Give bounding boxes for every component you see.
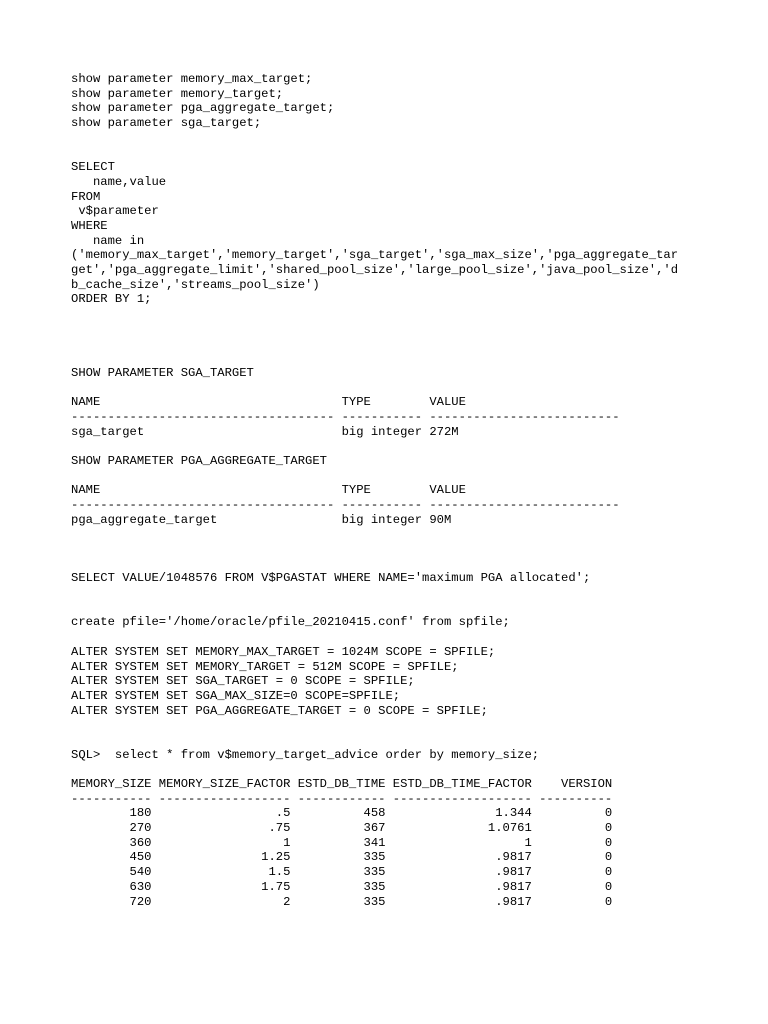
document-line: 450 1.25 335 .9817 0 xyxy=(71,850,613,865)
document-line: SQL> select * from v$memory_target_advice order by memory_size; xyxy=(71,747,540,762)
document-line: SHOW PARAMETER PGA_AGGREGATE_TARGET xyxy=(71,453,327,468)
document-line: b_cache_size','streams_pool_size') xyxy=(71,277,320,292)
document-line xyxy=(71,336,761,351)
document-line: ALTER SYSTEM SET SGA_MAX_SIZE=0 SCOPE=SPFILE; xyxy=(71,688,401,703)
document-line xyxy=(71,527,761,542)
document-line: SHOW PARAMETER SGA_TARGET xyxy=(71,365,254,380)
document-line: 360 1 341 1 0 xyxy=(71,835,613,850)
document-line: v$parameter xyxy=(71,204,159,219)
document-line: show parameter pga_aggregate_target; xyxy=(71,101,335,116)
document-line: 720 2 335 .9817 0 xyxy=(71,894,613,909)
document-line xyxy=(71,586,761,601)
document-line: 270 .75 367 1.0761 0 xyxy=(71,821,613,836)
document-line xyxy=(71,145,761,160)
document-line: ALTER SYSTEM SET MEMORY_TARGET = 512M SCOPE = SPFILE; xyxy=(71,659,459,674)
document-line xyxy=(71,557,761,572)
document-line: ALTER SYSTEM SET MEMORY_MAX_TARGET = 1024M SCOPE = SPFILE; xyxy=(71,644,496,659)
document-line xyxy=(71,630,761,645)
document-line: ----------- ------------------ ------------ ------------------- ---------- xyxy=(71,791,613,806)
document-line xyxy=(71,322,761,337)
document-line xyxy=(71,601,761,616)
document-line: 630 1.75 335 .9817 0 xyxy=(71,879,613,894)
document-line: ALTER SYSTEM SET SGA_TARGET = 0 SCOPE = SPFILE; xyxy=(71,674,415,689)
document-line: show parameter memory_target; xyxy=(71,86,284,101)
document-line: name in xyxy=(71,233,145,248)
document-line: ------------------------------------ ----------- -------------------------- xyxy=(71,409,620,424)
document-line: NAME TYPE VALUE xyxy=(71,395,466,410)
document-line: show parameter memory_max_target; xyxy=(71,72,313,86)
document-line: NAME TYPE VALUE xyxy=(71,483,466,498)
document-line xyxy=(71,718,761,733)
document-line: ------------------------------------ ----------- -------------------------- xyxy=(71,497,620,512)
document-line: SELECT xyxy=(71,160,115,175)
document-line: ORDER BY 1; xyxy=(71,292,152,307)
document-line: sga_target big integer 272M xyxy=(71,424,459,439)
document-line xyxy=(71,131,761,146)
document-line xyxy=(71,762,761,777)
document-line: pga_aggregate_target big integer 90M xyxy=(71,512,452,527)
document-line: get','pga_aggregate_limit','shared_pool_size','large_pool_size','java_pool_size','d xyxy=(71,262,679,277)
document-line: FROM xyxy=(71,189,101,204)
document-line xyxy=(71,542,761,557)
document-line xyxy=(71,307,761,322)
document-line: 540 1.5 335 .9817 0 xyxy=(71,865,613,880)
document-line: SELECT VALUE/1048576 FROM V$PGASTAT WHERE NAME='maximum PGA allocated'; xyxy=(71,571,591,586)
document-line xyxy=(71,469,761,484)
document-line xyxy=(71,439,761,454)
document-line xyxy=(71,380,761,395)
document-line: 180 .5 458 1.344 0 xyxy=(71,806,613,821)
document-line xyxy=(71,733,761,748)
document-line: MEMORY_SIZE MEMORY_SIZE_FACTOR ESTD_DB_TIME ESTD_DB_TIME_FACTOR VERSION xyxy=(71,777,613,791)
document-line xyxy=(71,351,761,366)
document-line: name,value xyxy=(71,174,167,189)
document-line: WHERE xyxy=(71,218,108,233)
document-body xyxy=(71,72,761,909)
document-line: create pfile='/home/oracle/pfile_20210415.conf' from spfile; xyxy=(71,615,510,630)
document-line: ALTER SYSTEM SET PGA_AGGREGATE_TARGET = 0 SCOPE = SPFILE; xyxy=(71,703,488,718)
document-line: ('memory_max_target','memory_target','sga_target','sga_max_size','pga_aggregate_tar xyxy=(71,248,679,263)
document-line: show parameter sga_target; xyxy=(71,116,262,131)
